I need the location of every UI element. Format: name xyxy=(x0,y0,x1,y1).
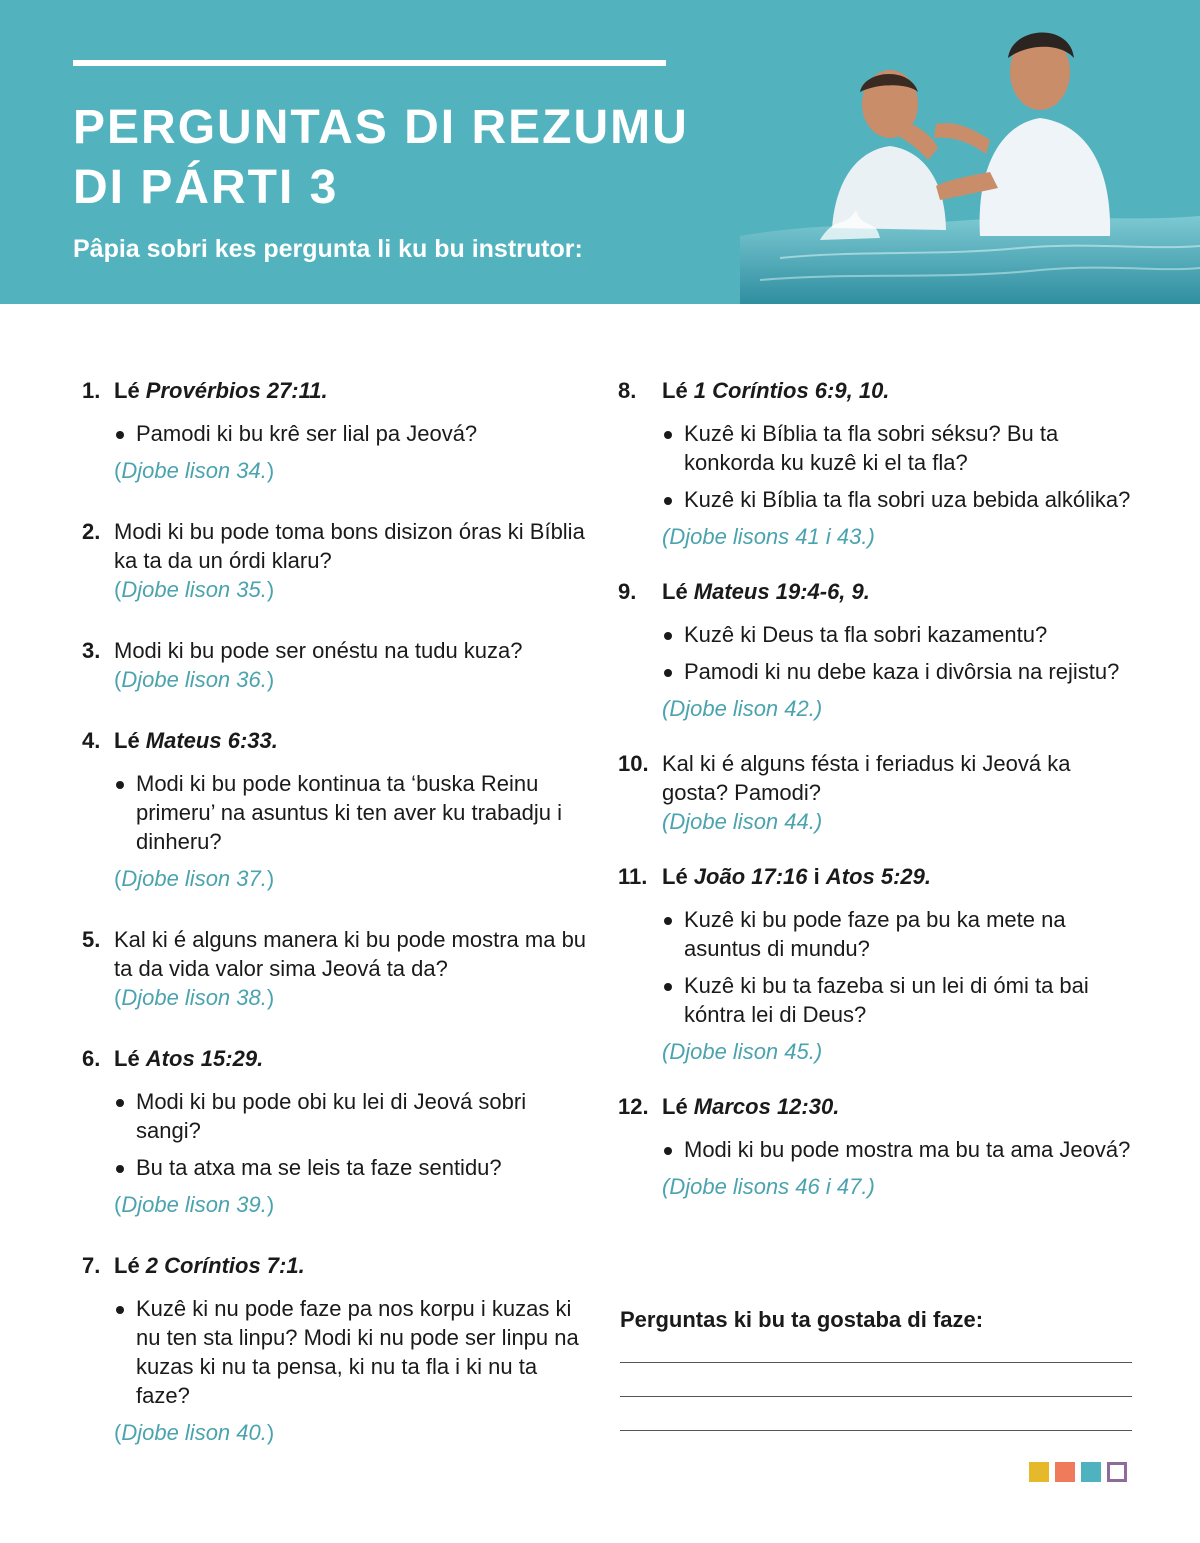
answer-line-2[interactable] xyxy=(620,1396,1132,1397)
question-2 xyxy=(82,517,592,604)
answer-line-1[interactable] xyxy=(620,1362,1132,1363)
scripture-reference: 2 Coríntios 7:1. xyxy=(145,1253,305,1278)
lesson-reference: (Djobe lison 39.) xyxy=(114,1192,275,1217)
question-4 xyxy=(82,726,592,893)
page-title xyxy=(73,98,689,218)
square-yellow xyxy=(1029,1462,1049,1482)
scripture-reference: Mateus 6:33. xyxy=(145,728,278,753)
bullet-question: Kuzê ki nu pode faze pa nos korpu i kuzas ki nu ten sta linpu? Modi ki nu pode ser linpu na kuzas ki nu ta pensa, ki nu ta fla i ki nu ta faze? xyxy=(114,1294,592,1410)
lesson-reference: (Djobe lison 44.) xyxy=(662,809,823,834)
header-rule xyxy=(73,60,666,66)
question-number: 4. xyxy=(82,728,101,753)
question-number: 3. xyxy=(82,638,101,663)
bullet-question: Kuzê ki Deus ta fla sobri kazamentu? xyxy=(662,620,1138,649)
question-6 xyxy=(82,1044,592,1219)
footer-color-squares xyxy=(1029,1462,1127,1482)
scripture-reference: Atos 15:29. xyxy=(145,1046,264,1071)
bullet-question: Modi ki bu pode kontinua ta ‘buska Reinu primeru’ na asuntus ki ten aver ku trabadju i dinheru? xyxy=(114,769,592,856)
page-title-line-1: PERGUNTAS DI REZUMU xyxy=(73,101,689,154)
read-label: Lé xyxy=(662,378,694,403)
bullet-question: Bu ta atxa ma se leis ta faze sentidu? xyxy=(114,1153,592,1182)
question-text: Kal ki é alguns fésta i feriadus ki Jeová ka gosta? Pamodi? xyxy=(662,751,1071,805)
question-12 xyxy=(618,1092,1138,1201)
page-title-line-2: DI PÁRTI 3 xyxy=(73,161,339,214)
question-text: Modi ki bu pode toma bons disizon óras ki Bíblia ka ta da un órdi klaru? xyxy=(114,519,585,573)
scripture-reference: Marcos 12:30. xyxy=(693,1094,840,1119)
bullet-question: Modi ki bu pode mostra ma bu ta ama Jeová? xyxy=(662,1135,1138,1164)
question-number: 5. xyxy=(82,927,101,952)
square-teal xyxy=(1081,1462,1101,1482)
question-number: 10. xyxy=(618,751,649,776)
lesson-reference: (Djobe lison 38.) xyxy=(114,985,275,1010)
question-5 xyxy=(82,925,592,1012)
question-9 xyxy=(618,577,1138,723)
scripture-reference-2: Atos 5:29. xyxy=(825,864,932,889)
lesson-reference: (Djobe lisons 41 i 43.) xyxy=(662,524,875,549)
read-label: Lé xyxy=(662,579,694,604)
answer-line-3[interactable] xyxy=(620,1430,1132,1431)
question-10 xyxy=(618,749,1138,836)
questions-left-column xyxy=(82,376,592,1479)
question-number: 2. xyxy=(82,519,101,544)
followup-label: Perguntas ki bu ta gostaba di faze: xyxy=(620,1307,984,1332)
square-purple-outline xyxy=(1107,1462,1127,1482)
question-3 xyxy=(82,636,592,694)
question-text: Modi ki bu pode ser onéstu na tudu kuza? xyxy=(114,638,523,663)
lesson-reference: (Djobe lison 34.) xyxy=(114,458,275,483)
lesson-reference: (Djobe lisons 46 i 47.) xyxy=(662,1174,875,1199)
scripture-reference: 1 Coríntios 6:9, 10. xyxy=(693,378,890,403)
page-subtitle: Pâpia sobri kes pergunta li ku bu instrutor: xyxy=(73,235,583,263)
question-number: 1. xyxy=(82,378,101,403)
header-band xyxy=(0,0,1200,304)
scripture-reference: Provérbios 27:11. xyxy=(145,378,328,403)
question-7 xyxy=(82,1251,592,1447)
question-number: 9. xyxy=(618,579,637,604)
questions-right-column xyxy=(618,376,1138,1233)
lesson-reference: (Djobe lison 35.) xyxy=(114,577,275,602)
baptism-illustration xyxy=(740,0,1200,304)
bullet-question: Pamodi ki nu debe kaza i divôrsia na rejistu? xyxy=(662,657,1138,686)
question-1 xyxy=(82,376,592,485)
lesson-reference: (Djobe lison 40.) xyxy=(114,1420,275,1445)
lesson-reference: (Djobe lison 45.) xyxy=(662,1039,823,1064)
read-label: Lé xyxy=(114,1253,146,1278)
question-number: 7. xyxy=(82,1253,101,1278)
question-number: 11. xyxy=(618,864,648,889)
bullet-question: Kuzê ki bu ta fazeba si un lei di ómi ta bai kóntra lei di Deus? xyxy=(662,971,1138,1029)
question-8 xyxy=(618,376,1138,551)
bullet-question: Kuzê ki bu pode faze pa bu ka mete na asuntus di mundu? xyxy=(662,905,1138,963)
question-11 xyxy=(618,862,1138,1066)
scripture-reference: Mateus 19:4-6, 9. xyxy=(693,579,870,604)
read-label: Lé xyxy=(114,378,146,403)
read-label: Lé xyxy=(114,728,146,753)
conjunction: i xyxy=(807,864,826,889)
bullet-question: Kuzê ki Bíblia ta fla sobri séksu? Bu ta konkorda ku kuzê ki el ta fla? xyxy=(662,419,1138,477)
square-coral xyxy=(1055,1462,1075,1482)
bullet-question: Kuzê ki Bíblia ta fla sobri uza bebida alkólika? xyxy=(662,485,1138,514)
lesson-reference: (Djobe lison 42.) xyxy=(662,696,823,721)
read-label: Lé xyxy=(114,1046,146,1071)
read-label: Lé xyxy=(662,864,694,889)
scripture-reference: João 17:16 xyxy=(693,864,808,889)
question-number: 8. xyxy=(618,378,637,403)
bullet-question: Pamodi ki bu krê ser lial pa Jeová? xyxy=(114,419,592,448)
read-label: Lé xyxy=(662,1094,694,1119)
question-text: Kal ki é alguns manera ki bu pode mostra ma bu ta da vida valor sima Jeová ta da? xyxy=(114,927,587,981)
lesson-reference: (Djobe lison 36.) xyxy=(114,667,275,692)
question-number: 6. xyxy=(82,1046,101,1071)
lesson-reference: (Djobe lison 37.) xyxy=(114,866,275,891)
question-number: 12. xyxy=(618,1094,649,1119)
bullet-question: Modi ki bu pode obi ku lei di Jeová sobri sangi? xyxy=(114,1087,592,1145)
